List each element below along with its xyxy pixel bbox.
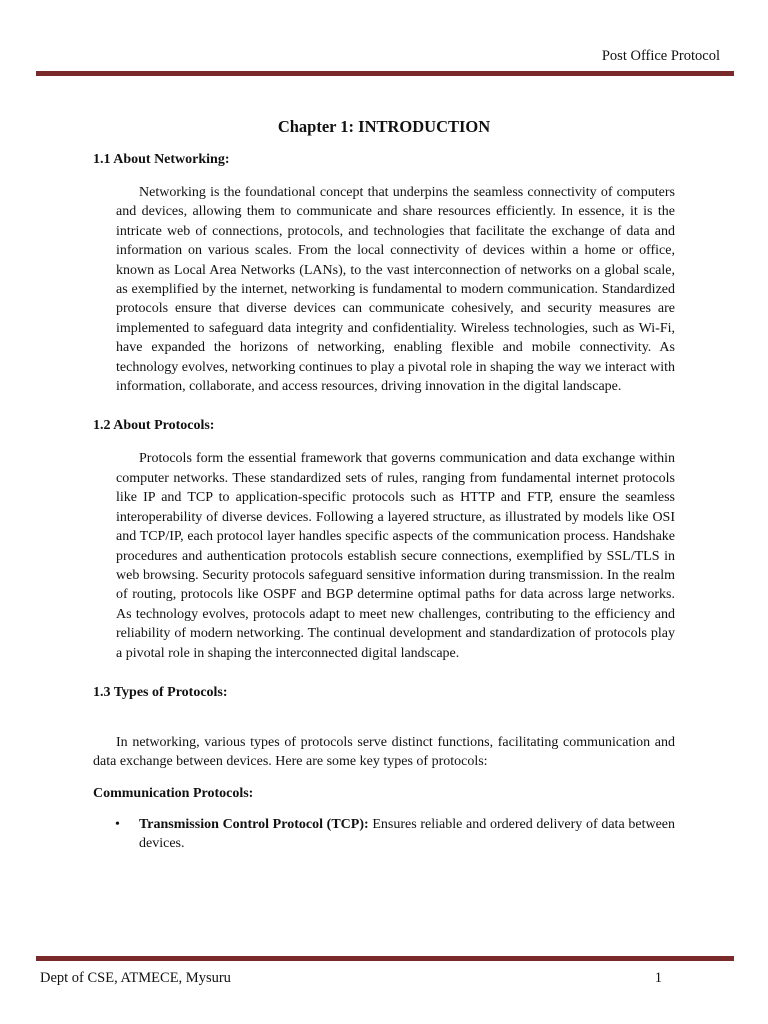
- chapter-title: Chapter 1: INTRODUCTION: [277, 117, 491, 136]
- header-rule: [36, 71, 734, 76]
- paragraph-types-text: In networking, various types of protocols serve distinct functions, facilitating communication and data exchange between devices. Here are some key types of protocols:: [93, 734, 675, 770]
- paragraph-networking-text: Networking is the foundational concept that underpins the seamless connectivity of computers and devices, allowing them to communicate and share resources efficiently. In essence, it is the intricate web of connections, protocols, and technologies that facilitate the exchange of data and information on various scales. From the local connectivity of devices within a home or office, known as Local Area Networks (LANs), to the vast interconnection of networks on a global scale, as exemplified by the internet, networking is fundamental to modern communication. Standardized protocols ensure that diverse devices can communicate cohesively, and security measures are implemented to safeguard data integrity and confidentiality. Wireless technologies, such as Wi-Fi, have expanded the horizons of networking, enabling flexible and mobile connectivity. As technology evolves, networking continues to play a pivotal role in shaping the way we interact with information, collaborate, and access resources, driving innovation in the digital landscape.: [116, 185, 675, 395]
- page-body: [93, 115, 675, 854]
- bullet-term: Transmission Control Protocol (TCP):: [139, 816, 369, 832]
- subheading-communication-protocols: Communication Protocols:: [93, 785, 254, 801]
- paragraph-protocols-text: Protocols form the essential framework that governs communication and data exchange within computer networks. These standardized sets of rules, ranging from fundamental internet protocols like IP and TCP to application-specific protocols such as HTTP and FTP, ensure the seamless interoperability of diverse devices. Following a layered structure, as illustrated by models like OSI and TCP/IP, each protocol layer handles specific aspects of the communication process. Handshake procedures and authentication protocols establish secure connections, exemplified by SSL/TLS in web browsing. Security protocols safeguard sensitive information during transmission. In the realm of routing, protocols like OSPF and BGP determine optimal paths for data across large networks. As technology evolves, protocols adapt to meet new challenges, contributing to the efficiency and reliability of modern networking. The continual development and standardization of protocols play a pivotal role in shaping the interconnected digital landscape.: [116, 451, 675, 661]
- section-heading-types: 1.3 Types of Protocols:: [93, 684, 228, 700]
- paragraph-types: [93, 733, 675, 772]
- footer-rule: [36, 956, 734, 961]
- section-heading-protocols: 1.2 About Protocols:: [93, 418, 215, 434]
- bullet-dot-icon: •: [115, 816, 120, 832]
- footer-page-number: 1: [654, 970, 662, 986]
- section-heading-networking: 1.1 About Networking:: [93, 152, 230, 167]
- bullet-item-tcp: [93, 815, 675, 854]
- paragraph-protocols: [93, 449, 675, 662]
- footer-department: Dept of CSE, ATMECE, Mysuru: [40, 970, 231, 986]
- paragraph-networking: [93, 183, 675, 396]
- running-header-title: Post Office Protocol: [601, 48, 720, 64]
- bullet-text: Ensures reliable and ordered delivery of data between devices.: [139, 816, 676, 852]
